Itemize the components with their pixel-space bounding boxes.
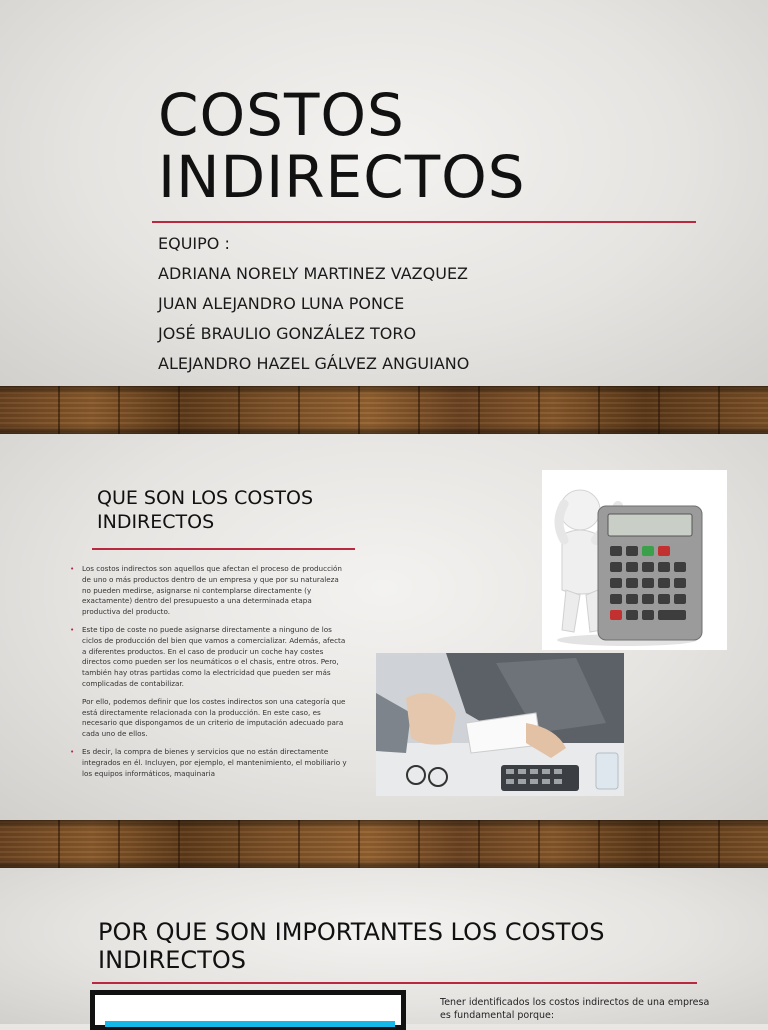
slide-title: [0, 0, 768, 386]
slide3-heading-line-2: INDIRECTOS: [98, 946, 246, 974]
slide3-heading-line-1: POR QUE SON IMPORTANTES LOS COSTOS: [98, 918, 605, 946]
team-label: EQUIPO :: [158, 234, 230, 253]
slide3-image-bar: [105, 1021, 395, 1027]
team-member: JOSÉ BRAULIO GONZÁLEZ TORO: [158, 324, 417, 343]
slide2-heading-line-1: QUE SON LOS COSTOS: [97, 487, 314, 509]
slide3-text: Tener identificados los costos indirectos de una empresa es fundamental porque:: [440, 997, 710, 1021]
bullet-text: Este tipo de coste no puede asignarse directamente a ninguno de los ciclos de producción del bien que vamos a comercializar. Además, afecta a diferentes productos. En el caso de producir un coche hay costes directos como pueden ser los neumáticos o el chasis, entre otros. Pero, también hay otras partidas como la electricidad que pueden ser más complicadas de contabilizar.: [82, 624, 346, 688]
title-line-2: INDIRECTOS: [158, 143, 526, 211]
slide2-divider: [92, 548, 355, 550]
list-item: [70, 747, 350, 779]
slide3-divider: [92, 982, 697, 984]
slide2-heading-line-2: INDIRECTOS: [97, 511, 215, 533]
bullet-text: Es decir, la compra de bienes y servicios que no están directamente integrados en él. Incluyen, por ejemplo, el mantenimiento, el mobiliario y los equipos informáticos, maquinaria: [82, 746, 347, 778]
calculator-figure-image: [542, 470, 727, 650]
slide-title-heading: [158, 81, 526, 211]
bullet-dot-icon: •: [70, 564, 75, 573]
team-member: ALEJANDRO HAZEL GÁLVEZ ANGUIANO: [158, 354, 470, 373]
team-list: [158, 233, 469, 383]
title-line-1: COSTOS: [158, 81, 405, 149]
definition-paragraph: Por ello, podemos definir que los costes indirectos son una categoría que está directamente relacionada con la producción. En este caso, es necesario que dispongamos de un criterio de imputación adecuado para cada uno de ellos.: [82, 696, 346, 739]
wood-separator: [0, 820, 768, 868]
title-divider: [152, 221, 696, 223]
team-member: JUAN ALEJANDRO LUNA PONCE: [158, 294, 405, 313]
wood-separator: [0, 386, 768, 434]
office-calculator-photo: [376, 653, 624, 796]
bullet-dot-icon: •: [70, 746, 75, 756]
bullet-dot-icon: •: [70, 624, 75, 634]
team-member: ADRIANA NORELY MARTINEZ VAZQUEZ: [158, 264, 469, 283]
slide3-framed-image: [90, 990, 406, 1030]
bullet-text: Los costos indirectos son aquellos que afectan el proceso de producción de uno o más productos dentro de un empresa y que por su naturaleza no pueden medirse, asignarse ni contemplarse directamente (y exactamente) dentro del presupuesto a una determinada etapa productiva del producto.: [82, 564, 342, 617]
list-item: [70, 625, 350, 690]
slide3-heading: [98, 918, 605, 974]
definition-bullets: [70, 564, 350, 786]
slide2-heading: [97, 486, 313, 534]
list-item: [70, 564, 350, 618]
